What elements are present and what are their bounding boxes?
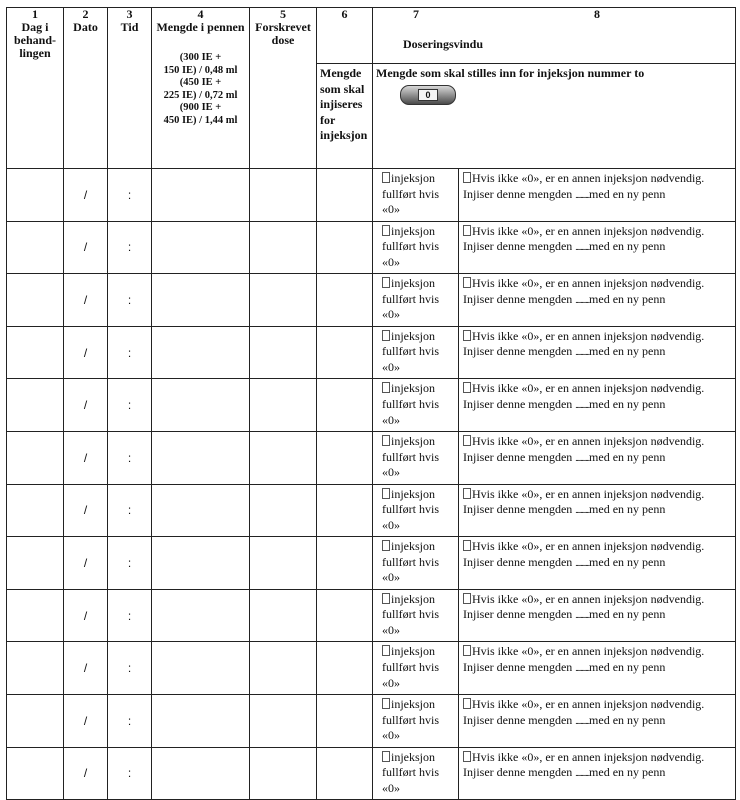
date-cell[interactable] (64, 431, 108, 484)
amount-to-inject-cell[interactable] (317, 642, 373, 695)
second-injection-cell (459, 484, 736, 537)
date-cell[interactable] (64, 747, 108, 800)
injection-complete-cell (373, 484, 459, 537)
date-separator: / (83, 292, 88, 307)
second-injection-text-end: med en ny penn (589, 659, 666, 674)
table-row (7, 326, 736, 379)
day-cell[interactable] (7, 589, 64, 642)
date-cell[interactable] (64, 694, 108, 747)
prescribed-dose-cell[interactable] (250, 642, 317, 695)
second-injection-text-end: med en ny penn (589, 396, 666, 411)
table-row (7, 221, 736, 274)
date-cell[interactable] (64, 379, 108, 432)
time-separator: : (127, 345, 132, 360)
time-cell[interactable] (108, 484, 152, 537)
header-pen-amount-label: Mengde i pennen (156, 20, 245, 34)
header-dosing-window-label: Doseringsvindu (402, 37, 484, 51)
amount-to-inject-cell[interactable] (317, 431, 373, 484)
header-prescribed-dose (250, 8, 317, 169)
log-body (7, 169, 736, 800)
amount-blank[interactable]: ........... (575, 452, 590, 463)
injection-complete-text: injeksjon fullført hvis «0» (382, 486, 439, 532)
pen-dial-icon (400, 85, 456, 105)
header-time (108, 8, 152, 169)
second-injection-cell (459, 747, 736, 800)
table-row (7, 274, 736, 327)
second-injection-text-end: med en ny penn (589, 344, 666, 359)
pen-amount-cell[interactable] (152, 221, 250, 274)
table-row (7, 694, 736, 747)
time-cell[interactable] (108, 274, 152, 327)
checkbox-icon[interactable] (382, 540, 390, 551)
amount-to-inject-cell[interactable] (317, 169, 373, 222)
time-cell[interactable] (108, 589, 152, 642)
date-cell[interactable] (64, 221, 108, 274)
checkbox-icon[interactable] (463, 540, 471, 551)
prescribed-dose-cell[interactable] (250, 747, 317, 800)
injection-complete-cell (373, 274, 459, 327)
header-col8-number: 8 (594, 7, 600, 21)
time-cell[interactable] (108, 642, 152, 695)
table-row (7, 169, 736, 222)
header-time-label: Tid (120, 20, 139, 34)
amount-blank[interactable]: ........... (575, 715, 590, 726)
second-injection-cell (459, 642, 736, 695)
injection-complete-cell (373, 379, 459, 432)
pen-option-line: 450 IE) / 1,44 ml (163, 114, 238, 126)
amount-blank[interactable]: ........... (575, 662, 590, 673)
amount-blank[interactable]: ........... (575, 347, 590, 358)
prescribed-dose-cell[interactable] (250, 326, 317, 379)
prescribed-dose-cell[interactable] (250, 274, 317, 327)
date-cell[interactable] (64, 169, 108, 222)
amount-blank[interactable]: ........... (575, 189, 590, 200)
checkbox-icon[interactable] (463, 382, 471, 393)
header-pen-amount (152, 8, 250, 169)
injection-complete-cell (373, 221, 459, 274)
amount-to-inject-cell[interactable] (317, 379, 373, 432)
injection-complete-cell (373, 537, 459, 590)
second-injection-text: Hvis ikke «0», er en annen injeksjon nødvendig. Injiser denne mengden (463, 539, 705, 569)
prescribed-dose-cell[interactable] (250, 379, 317, 432)
time-separator: : (127, 713, 132, 728)
day-cell[interactable] (7, 484, 64, 537)
header-day-label: Dag i behand-lingen (13, 20, 57, 60)
second-injection-text-end: med en ny penn (589, 186, 666, 201)
checkbox-icon[interactable] (382, 751, 390, 762)
table-row (7, 537, 736, 590)
prescribed-dose-cell[interactable] (250, 484, 317, 537)
time-cell[interactable] (108, 326, 152, 379)
injection-complete-cell (373, 169, 459, 222)
injection-complete-cell (373, 747, 459, 800)
checkbox-icon[interactable] (382, 488, 390, 499)
amount-to-inject-cell[interactable] (317, 694, 373, 747)
time-separator: : (127, 240, 132, 255)
second-injection-text-end: med en ny penn (589, 554, 666, 569)
pen-amount-cell[interactable] (152, 379, 250, 432)
time-separator: : (127, 503, 132, 518)
injection-complete-text: injeksjon fullført hvis «0» (382, 223, 439, 269)
day-cell[interactable] (7, 694, 64, 747)
header-second-injection-label: Mengde som skal stilles inn for injeksjon nummer to (376, 66, 645, 80)
time-separator: : (127, 398, 132, 413)
second-injection-text-end: med en ny penn (589, 239, 666, 254)
injection-log-table (6, 7, 736, 800)
time-separator: : (127, 450, 132, 465)
checkbox-icon[interactable] (463, 225, 471, 236)
time-cell[interactable] (108, 537, 152, 590)
amount-blank[interactable]: ........... (575, 557, 590, 568)
second-injection-cell (459, 326, 736, 379)
injection-complete-text: injeksjon fullført hvis «0» (382, 276, 439, 322)
prescribed-dose-cell[interactable] (250, 589, 317, 642)
second-injection-cell (459, 379, 736, 432)
table-row (7, 484, 736, 537)
header-day (7, 8, 64, 169)
table-row (7, 431, 736, 484)
pen-amount-cell[interactable] (152, 537, 250, 590)
time-separator: : (127, 292, 132, 307)
checkbox-icon[interactable] (463, 172, 471, 183)
checkbox-icon[interactable] (382, 225, 390, 236)
amount-blank[interactable]: ........... (575, 610, 590, 621)
time-separator: : (127, 187, 132, 202)
time-cell[interactable] (108, 747, 152, 800)
prescribed-dose-cell[interactable] (250, 221, 317, 274)
checkbox-icon[interactable] (463, 488, 471, 499)
pen-amount-cell[interactable] (152, 169, 250, 222)
header-pen-amount-options (152, 52, 249, 127)
time-separator: : (127, 661, 132, 676)
second-injection-text: Hvis ikke «0», er en annen injeksjon nødvendig. Injiser denne mengden (463, 171, 705, 201)
header-col-numbers (373, 8, 735, 21)
date-separator: / (83, 503, 88, 518)
date-cell[interactable] (64, 484, 108, 537)
date-separator: / (83, 187, 88, 202)
checkbox-icon[interactable] (382, 435, 390, 446)
day-cell[interactable] (7, 169, 64, 222)
injection-complete-text: injeksjon fullført hvis «0» (382, 644, 439, 690)
checkbox-icon[interactable] (463, 645, 471, 656)
header-col6-number-cell (317, 8, 373, 64)
prescribed-dose-cell[interactable] (250, 431, 317, 484)
header-col7-number: 7 (413, 7, 419, 21)
second-injection-text: Hvis ikke «0», er en annen injeksjon nødvendig. Injiser denne mengden (463, 644, 705, 674)
date-separator: / (83, 766, 88, 781)
amount-blank[interactable]: ........... (575, 399, 590, 410)
second-injection-text: Hvis ikke «0», er en annen injeksjon nødvendig. Injiser denne mengden (463, 591, 705, 622)
checkbox-icon[interactable] (382, 382, 390, 393)
injection-complete-cell (373, 642, 459, 695)
checkbox-icon[interactable] (382, 698, 390, 709)
day-cell[interactable] (7, 379, 64, 432)
pen-amount-cell[interactable] (152, 326, 250, 379)
amount-blank[interactable]: ........... (575, 242, 590, 253)
amount-to-inject-cell[interactable] (317, 274, 373, 327)
checkbox-icon[interactable] (463, 277, 471, 288)
date-separator: / (83, 345, 88, 360)
second-injection-cell (459, 431, 736, 484)
header-row-top (7, 8, 736, 64)
pen-dial-window: 0 (418, 89, 438, 101)
time-separator: : (127, 555, 132, 570)
injection-complete-text: injeksjon fullført hvis «0» (382, 749, 439, 795)
table-row (7, 642, 736, 695)
pen-amount-cell[interactable] (152, 747, 250, 800)
amount-to-inject-cell[interactable] (317, 484, 373, 537)
checkbox-icon[interactable] (382, 593, 390, 604)
injection-complete-text: injeksjon fullført hvis «0» (382, 539, 439, 585)
checkbox-icon[interactable] (382, 277, 390, 288)
second-injection-cell (459, 274, 736, 327)
time-cell[interactable] (108, 694, 152, 747)
day-cell[interactable] (7, 274, 64, 327)
pen-option-line: (300 IE + (179, 52, 222, 63)
second-injection-cell (459, 694, 736, 747)
second-injection-text-end: med en ny penn (589, 502, 666, 517)
date-separator: / (83, 398, 88, 413)
pen-amount-cell[interactable] (152, 642, 250, 695)
pen-option-line: 150 IE) / 0,48 ml (163, 64, 238, 76)
date-cell[interactable] (64, 642, 108, 695)
date-separator: / (83, 450, 88, 465)
second-injection-text: Hvis ikke «0», er en annen injeksjon nødvendig. Injiser denne mengden (463, 223, 705, 254)
second-injection-cell (459, 169, 736, 222)
time-separator: : (127, 766, 132, 781)
injection-complete-cell (373, 431, 459, 484)
time-cell[interactable] (108, 169, 152, 222)
second-injection-text-end: med en ny penn (589, 291, 666, 306)
second-injection-text-end: med en ny penn (589, 607, 666, 622)
amount-blank[interactable]: ........... (575, 768, 590, 779)
injection-complete-cell (373, 326, 459, 379)
pen-option-line: (450 IE + (179, 77, 222, 88)
date-separator: / (83, 608, 88, 623)
date-cell[interactable] (64, 274, 108, 327)
table-row (7, 379, 736, 432)
checkbox-icon[interactable] (382, 645, 390, 656)
second-injection-text: Hvis ikke «0», er en annen injeksjon nødvendig. Injiser denne mengden (463, 749, 705, 780)
pen-amount-cell[interactable] (152, 694, 250, 747)
pen-amount-cell[interactable] (152, 274, 250, 327)
header-amount-to-inject: Mengde som skal injiseres for injeksjon (317, 64, 373, 169)
injection-complete-text: injeksjon fullført hvis «0» (382, 328, 439, 374)
checkbox-icon[interactable] (463, 435, 471, 446)
amount-to-inject-cell[interactable] (317, 326, 373, 379)
date-cell[interactable] (64, 537, 108, 590)
checkbox-icon[interactable] (463, 751, 471, 762)
time-cell[interactable] (108, 379, 152, 432)
day-cell[interactable] (7, 537, 64, 590)
time-cell[interactable] (108, 431, 152, 484)
amount-to-inject-cell[interactable] (317, 589, 373, 642)
header-date-number: 2 (82, 7, 89, 21)
time-separator: : (127, 608, 132, 623)
checkbox-icon[interactable] (463, 698, 471, 709)
pen-option-line: 225 IE) / 0,72 ml (163, 89, 238, 101)
second-injection-text-end: med en ny penn (589, 712, 666, 727)
header-time-number: 3 (126, 7, 133, 21)
checkbox-icon[interactable] (463, 593, 471, 604)
injection-complete-text: injeksjon fullført hvis «0» (382, 591, 439, 637)
day-cell[interactable] (7, 747, 64, 800)
second-injection-text-end: med en ny penn (589, 765, 666, 780)
checkbox-icon[interactable] (382, 330, 390, 341)
day-cell[interactable] (7, 642, 64, 695)
time-cell[interactable] (108, 221, 152, 274)
amount-blank[interactable]: ........... (575, 505, 590, 516)
amount-blank[interactable]: ........... (575, 294, 590, 305)
header-day-number: 1 (32, 7, 38, 21)
pen-amount-cell[interactable] (152, 431, 250, 484)
amount-to-inject-cell[interactable] (317, 747, 373, 800)
second-injection-text: Hvis ikke «0», er en annen injeksjon nødvendig. Injiser denne mengden (463, 381, 705, 411)
second-injection-text: Hvis ikke «0», er en annen injeksjon nødvendig. Injiser denne mengden (463, 696, 705, 727)
checkbox-icon[interactable] (463, 330, 471, 341)
second-injection-cell (459, 589, 736, 642)
header-prescribed-dose-number: 5 (280, 7, 286, 21)
amount-to-inject-cell[interactable] (317, 221, 373, 274)
date-separator: / (83, 555, 88, 570)
injection-complete-text: injeksjon fullført hvis «0» (382, 171, 439, 217)
header-prescribed-dose-label: Forskrevet dose (255, 20, 311, 47)
header-dosing-window-label-wrap (373, 21, 513, 51)
second-injection-text: Hvis ikke «0», er en annen injeksjon nødvendig. Injiser denne mengden (463, 276, 705, 306)
date-cell[interactable] (64, 326, 108, 379)
day-cell[interactable] (7, 221, 64, 274)
prescribed-dose-cell[interactable] (250, 169, 317, 222)
table-row (7, 589, 736, 642)
day-cell[interactable] (7, 431, 64, 484)
header-dosing-window (373, 8, 736, 64)
checkbox-icon[interactable] (382, 172, 390, 183)
injection-complete-text: injeksjon fullført hvis «0» (382, 381, 439, 427)
second-injection-cell (459, 221, 736, 274)
header-pen-amount-number: 4 (197, 7, 204, 21)
second-injection-text: Hvis ikke «0», er en annen injeksjon nødvendig. Injiser denne mengden (463, 486, 705, 517)
injection-complete-cell (373, 694, 459, 747)
second-injection-text-end: med en ny penn (589, 449, 666, 464)
pen-amount-cell[interactable] (152, 484, 250, 537)
injection-complete-cell (373, 589, 459, 642)
amount-to-inject-cell[interactable] (317, 537, 373, 590)
second-injection-text: Hvis ikke «0», er en annen injeksjon nødvendig. Injiser denne mengden (463, 433, 705, 464)
pen-option-line: (900 IE + (179, 102, 222, 113)
header-date (64, 8, 108, 169)
prescribed-dose-cell[interactable] (250, 694, 317, 747)
date-cell[interactable] (64, 589, 108, 642)
injection-complete-text: injeksjon fullført hvis «0» (382, 696, 439, 743)
injection-complete-text: injeksjon fullført hvis «0» (382, 433, 439, 480)
header-col6-number: 6 (341, 7, 348, 21)
second-injection-cell (459, 537, 736, 590)
table-row (7, 747, 736, 800)
second-injection-text: Hvis ikke «0», er en annen injeksjon nødvendig. Injiser denne mengden (463, 328, 705, 359)
header-second-injection-setting (373, 64, 736, 169)
prescribed-dose-cell[interactable] (250, 537, 317, 590)
date-separator: / (83, 240, 88, 255)
pen-amount-cell[interactable] (152, 589, 250, 642)
day-cell[interactable] (7, 326, 64, 379)
header-date-label: Dato (73, 20, 98, 34)
date-separator: / (83, 661, 88, 676)
date-separator: / (83, 713, 88, 728)
